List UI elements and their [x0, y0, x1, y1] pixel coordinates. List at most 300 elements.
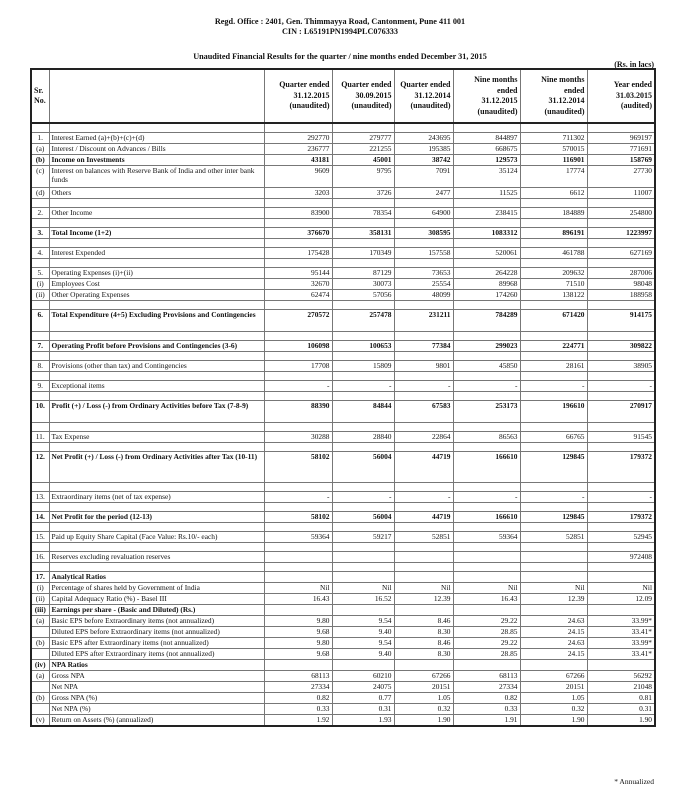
row-label: Interest Expended — [49, 248, 264, 259]
row-label: Percentage of shares held by Government of India — [49, 583, 264, 594]
row-value: 52945 — [587, 532, 655, 543]
col-header-sr-no: Sr. No. — [31, 69, 49, 123]
row-value: 73653 — [394, 268, 453, 279]
row-value: 24.15 — [520, 649, 587, 660]
row-value: 972408 — [587, 552, 655, 563]
row-label: Net NPA — [49, 682, 264, 693]
row-value: 520061 — [453, 248, 520, 259]
row-value: 52851 — [520, 532, 587, 543]
row-value: 12.09 — [587, 594, 655, 605]
row-value: 784289 — [453, 310, 520, 332]
row-value: 627169 — [587, 248, 655, 259]
row-value: 67266 — [520, 671, 587, 682]
row-label: Gross NPA — [49, 671, 264, 682]
row-value: 129845 — [520, 512, 587, 523]
row-value — [453, 572, 520, 583]
row-sr-no: 5. — [31, 268, 49, 279]
row-value: 77384 — [394, 341, 453, 352]
row-value — [264, 605, 332, 616]
row-value: Nil — [332, 583, 394, 594]
row-value: 1.93 — [332, 715, 394, 727]
row-value: 257478 — [332, 310, 394, 332]
row-value: 89968 — [453, 279, 520, 290]
row-value: 98048 — [587, 279, 655, 290]
row-sr-no: 14. — [31, 512, 49, 523]
row-label: Extraordinary items (net of tax expense) — [49, 492, 264, 503]
row-sr-no: 1. — [31, 133, 49, 144]
row-value: 9.68 — [264, 627, 332, 638]
row-sr-no: 9. — [31, 381, 49, 392]
table-row — [31, 228, 655, 239]
row-value: 16.52 — [332, 594, 394, 605]
row-value: 299023 — [453, 341, 520, 352]
row-value: 1.90 — [587, 715, 655, 727]
row-value: 27334 — [264, 682, 332, 693]
row-value: 29.22 — [453, 616, 520, 627]
row-value: 175428 — [264, 248, 332, 259]
row-label: Other Operating Expenses — [49, 290, 264, 301]
row-value: 292770 — [264, 133, 332, 144]
table-row — [31, 432, 655, 443]
row-value: 8.30 — [394, 627, 453, 638]
row-value: 58102 — [264, 512, 332, 523]
row-value: 21048 — [587, 682, 655, 693]
row-value: 30073 — [332, 279, 394, 290]
row-label: Operating Expenses (i)+(ii) — [49, 268, 264, 279]
table-row — [31, 341, 655, 352]
row-value — [520, 552, 587, 563]
financial-results-table — [30, 68, 656, 727]
row-value: 969197 — [587, 133, 655, 144]
row-sr-no — [31, 627, 49, 638]
row-value: 60210 — [332, 671, 394, 682]
table-row — [31, 155, 655, 166]
col-header-description — [49, 69, 264, 123]
row-value: 9.80 — [264, 638, 332, 649]
row-value: 16.43 — [453, 594, 520, 605]
row-label: Exceptional items — [49, 381, 264, 392]
row-sr-no: 16. — [31, 552, 49, 563]
row-value: 209632 — [520, 268, 587, 279]
row-label: Tax Expense — [49, 432, 264, 443]
row-label: Capital Adequacy Ratio (%) - Basel III — [49, 594, 264, 605]
row-value: 56004 — [332, 452, 394, 483]
row-value — [587, 572, 655, 583]
row-value: - — [520, 381, 587, 392]
row-value: 8.30 — [394, 649, 453, 660]
table-row — [31, 452, 655, 483]
units-label: (Rs. in lacs) — [614, 60, 654, 69]
row-value: 166610 — [453, 452, 520, 483]
row-value — [453, 605, 520, 616]
row-value: 184889 — [520, 208, 587, 219]
row-sr-no: 6. — [31, 310, 49, 332]
row-value: 28.85 — [453, 627, 520, 638]
row-value: 24075 — [332, 682, 394, 693]
row-value — [264, 572, 332, 583]
table-row — [31, 492, 655, 503]
cin-number: CIN : L65191PN1994PLC076333 — [282, 27, 398, 36]
row-value: 129845 — [520, 452, 587, 483]
row-value: 253173 — [453, 401, 520, 423]
spacer-row — [31, 423, 655, 432]
row-value: 9801 — [394, 361, 453, 372]
row-value: 116901 — [520, 155, 587, 166]
row-value: 25554 — [394, 279, 453, 290]
row-label: Analytical Ratios — [49, 572, 264, 583]
row-value: 56292 — [587, 671, 655, 682]
row-sr-no: (iii) — [31, 605, 49, 616]
row-value: - — [453, 492, 520, 503]
row-value: 9609 — [264, 166, 332, 188]
spacer-row — [31, 372, 655, 381]
row-value: 270572 — [264, 310, 332, 332]
row-value: 9.40 — [332, 627, 394, 638]
row-value — [587, 660, 655, 671]
row-value — [394, 572, 453, 583]
spacer-row — [31, 392, 655, 401]
row-label: Net NPA (%) — [49, 704, 264, 715]
row-value: - — [394, 492, 453, 503]
row-value: 0.33 — [264, 704, 332, 715]
spacer-row — [31, 259, 655, 268]
row-value: - — [394, 381, 453, 392]
row-value: 45850 — [453, 361, 520, 372]
row-value: 24.15 — [520, 627, 587, 638]
row-value: 138122 — [520, 290, 587, 301]
row-value: 914175 — [587, 310, 655, 332]
row-value: 16.43 — [264, 594, 332, 605]
table-row — [31, 627, 655, 638]
row-value: 166610 — [453, 512, 520, 523]
col-header-year-31-03-2015: Year ended 31.03.2015 (audited) — [587, 69, 655, 123]
row-value: 668675 — [453, 144, 520, 155]
row-value: 22864 — [394, 432, 453, 443]
row-value: - — [587, 492, 655, 503]
row-value: - — [453, 381, 520, 392]
row-label: Gross NPA (%) — [49, 693, 264, 704]
row-value: - — [332, 381, 394, 392]
row-value: 35124 — [453, 166, 520, 188]
table-row — [31, 166, 655, 188]
row-value: 68113 — [264, 671, 332, 682]
row-value: 308595 — [394, 228, 453, 239]
row-value: 84844 — [332, 401, 394, 423]
row-value: 27334 — [453, 682, 520, 693]
row-value: 32670 — [264, 279, 332, 290]
row-value: 3726 — [332, 188, 394, 199]
row-value: 3203 — [264, 188, 332, 199]
row-value: 279777 — [332, 133, 394, 144]
row-value: 33.99* — [587, 638, 655, 649]
row-value: 86563 — [453, 432, 520, 443]
row-sr-no: (ii) — [31, 594, 49, 605]
row-value: Nil — [264, 583, 332, 594]
row-value: 87129 — [332, 268, 394, 279]
row-value: 44719 — [394, 452, 453, 483]
row-value: 44719 — [394, 512, 453, 523]
table-row — [31, 133, 655, 144]
row-value: 264228 — [453, 268, 520, 279]
row-value: 48099 — [394, 290, 453, 301]
row-value: 100653 — [332, 341, 394, 352]
row-value: Nil — [587, 583, 655, 594]
row-label: Diluted EPS before Extraordinary items (not annualized) — [49, 627, 264, 638]
spacer-row — [31, 563, 655, 572]
row-sr-no: (i) — [31, 279, 49, 290]
spacer-row — [31, 443, 655, 452]
row-value: 6612 — [520, 188, 587, 199]
row-value: 106098 — [264, 341, 332, 352]
row-value: 158769 — [587, 155, 655, 166]
spacer-row — [31, 523, 655, 532]
row-value: 287006 — [587, 268, 655, 279]
row-value: 11007 — [587, 188, 655, 199]
row-value: 66765 — [520, 432, 587, 443]
row-label: Employees Cost — [49, 279, 264, 290]
row-sr-no: 17. — [31, 572, 49, 583]
row-sr-no: (b) — [31, 155, 49, 166]
row-value: 0.82 — [453, 693, 520, 704]
table-row — [31, 268, 655, 279]
row-sr-no: 2. — [31, 208, 49, 219]
table-row — [31, 208, 655, 219]
row-sr-no: (b) — [31, 638, 49, 649]
table-row — [31, 248, 655, 259]
row-value: 52851 — [394, 532, 453, 543]
row-value — [264, 660, 332, 671]
spacer-row — [31, 543, 655, 552]
row-value: 67266 — [394, 671, 453, 682]
row-sr-no — [31, 704, 49, 715]
table-row — [31, 532, 655, 543]
row-value — [332, 552, 394, 563]
row-value: - — [587, 381, 655, 392]
row-value — [394, 552, 453, 563]
row-value: 711302 — [520, 133, 587, 144]
row-sr-no: (b) — [31, 693, 49, 704]
row-value: 28840 — [332, 432, 394, 443]
table-row — [31, 649, 655, 660]
row-value: 309822 — [587, 341, 655, 352]
row-value: 461788 — [520, 248, 587, 259]
row-value — [453, 552, 520, 563]
table-row — [31, 552, 655, 563]
spacer-row — [31, 199, 655, 208]
row-value: 1223997 — [587, 228, 655, 239]
row-value: 238415 — [453, 208, 520, 219]
row-label: Total Income (1+2) — [49, 228, 264, 239]
table-row — [31, 310, 655, 332]
row-sr-no: 7. — [31, 341, 49, 352]
row-label: Profit (+) / Loss (-) from Ordinary Activities before Tax (7-8-9) — [49, 401, 264, 423]
spacer-row — [31, 503, 655, 512]
row-value: 9.80 — [264, 616, 332, 627]
row-value: Nil — [453, 583, 520, 594]
row-value — [520, 605, 587, 616]
row-value: 33.41* — [587, 627, 655, 638]
row-value: 243695 — [394, 133, 453, 144]
row-value: 27730 — [587, 166, 655, 188]
row-value: 29.22 — [453, 638, 520, 649]
table-row — [31, 638, 655, 649]
spacer-row — [31, 483, 655, 492]
row-value: 195385 — [394, 144, 453, 155]
table-row — [31, 144, 655, 155]
row-sr-no: (v) — [31, 715, 49, 727]
row-value: 95144 — [264, 268, 332, 279]
row-value: Nil — [520, 583, 587, 594]
row-value: 221255 — [332, 144, 394, 155]
row-value: 1.05 — [394, 693, 453, 704]
row-label: Paid up Equity Share Capital (Face Value: Rs.10/- each) — [49, 532, 264, 543]
col-header-q-30-09-2015: Quarter ended 30.09.2015 (unaudited) — [332, 69, 394, 123]
row-sr-no: (a) — [31, 616, 49, 627]
row-label: Others — [49, 188, 264, 199]
row-value: 0.77 — [332, 693, 394, 704]
row-value: - — [520, 492, 587, 503]
row-sr-no: (ii) — [31, 290, 49, 301]
row-value: 83900 — [264, 208, 332, 219]
table-row — [31, 660, 655, 671]
row-label: Basic EPS after Extraordinary items (not annualized) — [49, 638, 264, 649]
row-value: 671420 — [520, 310, 587, 332]
row-value: 59364 — [264, 532, 332, 543]
table-row — [31, 583, 655, 594]
table-row — [31, 715, 655, 727]
row-sr-no: 10. — [31, 401, 49, 423]
row-value: 59217 — [332, 532, 394, 543]
row-label: Net Profit for the period (12-13) — [49, 512, 264, 523]
row-value: 8.46 — [394, 638, 453, 649]
row-value — [394, 605, 453, 616]
col-header-9m-31-12-2015: Nine months ended 31.12.2015 (unaudited) — [453, 69, 520, 123]
row-label: Earnings per share - (Basic and Diluted) (Rs.) — [49, 605, 264, 616]
row-value: 9.68 — [264, 649, 332, 660]
row-value: 0.81 — [587, 693, 655, 704]
spacer-row — [31, 352, 655, 361]
row-value: 17774 — [520, 166, 587, 188]
row-sr-no: (a) — [31, 144, 49, 155]
row-value: Nil — [394, 583, 453, 594]
row-value: 1.90 — [520, 715, 587, 727]
row-value: 0.32 — [394, 704, 453, 715]
row-sr-no: 12. — [31, 452, 49, 483]
row-value: 7091 — [394, 166, 453, 188]
row-value: 20151 — [520, 682, 587, 693]
row-label: Total Expenditure (4+5) Excluding Provisions and Contingencies — [49, 310, 264, 332]
table-row — [31, 279, 655, 290]
row-value: 0.31 — [332, 704, 394, 715]
row-value: 157558 — [394, 248, 453, 259]
row-value: 9.40 — [332, 649, 394, 660]
row-sr-no: 11. — [31, 432, 49, 443]
row-label: Operating Profit before Provisions and Contingencies (3-6) — [49, 341, 264, 352]
row-value: 9.54 — [332, 638, 394, 649]
row-value: 896191 — [520, 228, 587, 239]
row-value: 9.54 — [332, 616, 394, 627]
row-value: 64900 — [394, 208, 453, 219]
table-row — [31, 572, 655, 583]
row-value: 1.91 — [453, 715, 520, 727]
row-value — [520, 660, 587, 671]
row-value: 20151 — [394, 682, 453, 693]
row-sr-no: 4. — [31, 248, 49, 259]
row-value — [587, 605, 655, 616]
row-value: 68113 — [453, 671, 520, 682]
table-row — [31, 188, 655, 199]
spacer-row — [31, 123, 655, 133]
row-value: 88390 — [264, 401, 332, 423]
row-sr-no — [31, 649, 49, 660]
row-value: 12.39 — [520, 594, 587, 605]
row-value: 0.82 — [264, 693, 332, 704]
row-value: 1.05 — [520, 693, 587, 704]
row-value: 179372 — [587, 452, 655, 483]
table-row — [31, 290, 655, 301]
row-value — [332, 572, 394, 583]
registered-office: Regd. Office : 2401, Gen. Thimmayya Road, Cantonment, Pune 411 001 — [214, 17, 466, 26]
table-row — [31, 616, 655, 627]
row-sr-no: 13. — [31, 492, 49, 503]
table-header-row — [31, 69, 655, 123]
row-value: 12.39 — [394, 594, 453, 605]
row-value: 24.63 — [520, 638, 587, 649]
row-label: Provisions (other than tax) and Contingencies — [49, 361, 264, 372]
row-value: 174260 — [453, 290, 520, 301]
row-sr-no: (i) — [31, 583, 49, 594]
table-row — [31, 682, 655, 693]
col-header-9m-31-12-2014: Nine months ended 31.12.2014 (unaudited) — [520, 69, 587, 123]
row-label: Interest Earned (a)+(b)+(c)+(d) — [49, 133, 264, 144]
row-value: - — [332, 492, 394, 503]
row-value: 58102 — [264, 452, 332, 483]
row-value — [264, 552, 332, 563]
row-value: 844897 — [453, 133, 520, 144]
row-value: 0.31 — [587, 704, 655, 715]
row-value: 129573 — [453, 155, 520, 166]
row-value: 30288 — [264, 432, 332, 443]
row-label: Return on Assets (%) (annualized) — [49, 715, 264, 727]
row-sr-no: (iv) — [31, 660, 49, 671]
row-value: 38742 — [394, 155, 453, 166]
row-value: 196610 — [520, 401, 587, 423]
row-value: 1083312 — [453, 228, 520, 239]
row-value: 188958 — [587, 290, 655, 301]
footnote: * Annualized — [614, 777, 654, 786]
spacer-row — [31, 301, 655, 310]
row-value: 1.90 — [394, 715, 453, 727]
row-value: 56004 — [332, 512, 394, 523]
row-sr-no: 8. — [31, 361, 49, 372]
row-value: 231211 — [394, 310, 453, 332]
table-row — [31, 361, 655, 372]
row-value: 28161 — [520, 361, 587, 372]
row-value: 179372 — [587, 512, 655, 523]
row-value: 57056 — [332, 290, 394, 301]
row-sr-no: (c) — [31, 166, 49, 188]
row-value: - — [264, 381, 332, 392]
row-value: 15809 — [332, 361, 394, 372]
row-value: 0.33 — [453, 704, 520, 715]
row-sr-no: 3. — [31, 228, 49, 239]
row-value — [520, 572, 587, 583]
row-value — [394, 660, 453, 671]
table-row — [31, 512, 655, 523]
row-value: 17708 — [264, 361, 332, 372]
row-sr-no: 15. — [31, 532, 49, 543]
row-value: 2477 — [394, 188, 453, 199]
